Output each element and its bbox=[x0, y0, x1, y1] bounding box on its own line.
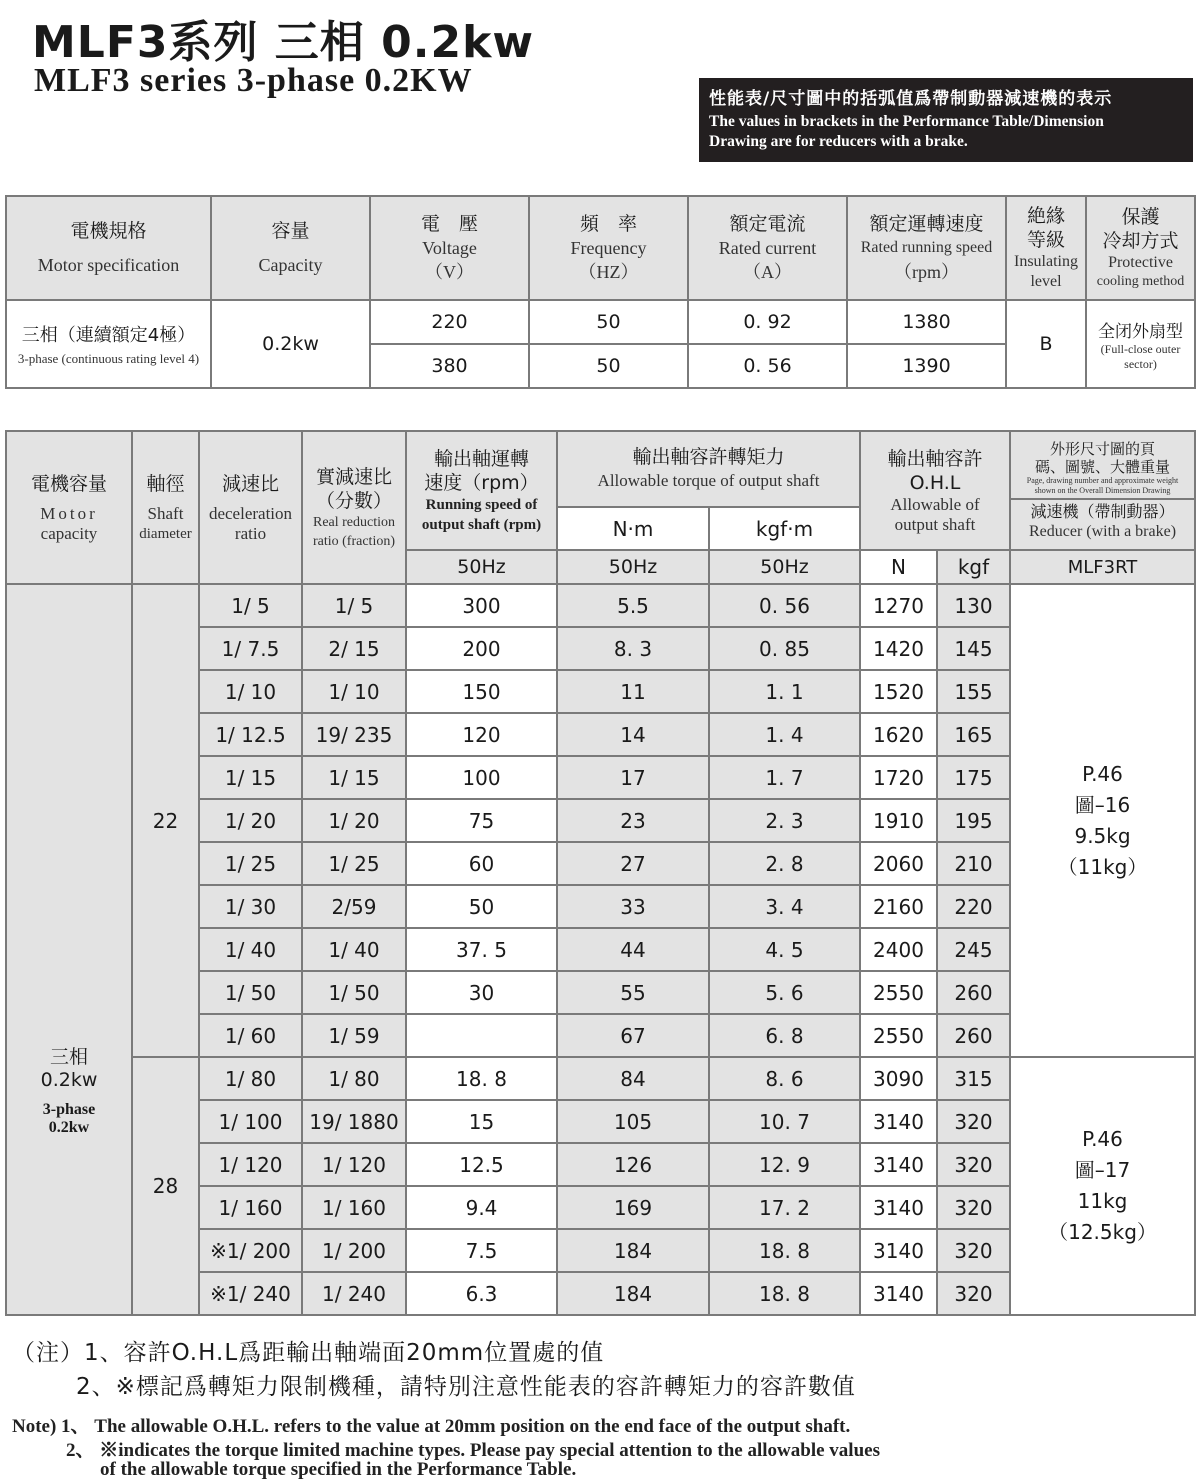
ohl-kgf-cell: 245 bbox=[937, 928, 1010, 971]
ohl-kgf-cell: 260 bbox=[937, 1014, 1010, 1057]
running-speed-cell: 7.5 bbox=[406, 1229, 557, 1272]
real-reduction-cell: 1/ 10 bbox=[302, 670, 406, 713]
deceleration-ratio-cell: 1/ 160 bbox=[199, 1186, 302, 1229]
real-reduction-cell: 1/ 59 bbox=[302, 1014, 406, 1057]
ohl-n-cell: 3140 bbox=[860, 1272, 937, 1315]
running-speed-cell: 37. 5 bbox=[406, 928, 557, 971]
ohl-n-cell: 3090 bbox=[860, 1057, 937, 1100]
notice-cn: 性能表/尺寸圖中的括弧值爲帶制動器減速機的表示 bbox=[709, 89, 1113, 109]
shaft-diameter-value: 28 bbox=[132, 1057, 199, 1315]
header-rated-speed: 額定運轉速度 Rated running speed （rpm） bbox=[847, 196, 1006, 300]
deceleration-ratio-cell: 1/ 7.5 bbox=[199, 627, 302, 670]
dimension-line: 9.5kg bbox=[1074, 823, 1131, 848]
real-reduction-cell: 1/ 120 bbox=[302, 1143, 406, 1186]
real-reduction-cell: 1/ 80 bbox=[302, 1057, 406, 1100]
motor-spec-table bbox=[5, 195, 1196, 389]
running-speed-cell: 120 bbox=[406, 713, 557, 756]
torque-nm-cell: 84 bbox=[557, 1057, 709, 1100]
running-speed-cell: 30 bbox=[406, 971, 557, 1014]
real-reduction-cell: 19/ 235 bbox=[302, 713, 406, 756]
deceleration-ratio-cell: 1/ 120 bbox=[199, 1143, 302, 1186]
torque-nm-cell: 27 bbox=[557, 842, 709, 885]
ohl-kgf-cell: 210 bbox=[937, 842, 1010, 885]
torque-nm-cell: 105 bbox=[557, 1100, 709, 1143]
running-speed-cell: 15 bbox=[406, 1100, 557, 1143]
torque-kgfm-cell: 2. 3 bbox=[709, 799, 860, 842]
dimension-line: （12.5kg） bbox=[1048, 1220, 1157, 1244]
header-real-reduction: 實減速比 （分數） Real reduction ratio (fraction) bbox=[302, 431, 406, 584]
deceleration-ratio-cell: 1/ 15 bbox=[199, 756, 302, 799]
ohl-n-cell: 3140 bbox=[860, 1100, 937, 1143]
torque-kgfm-cell: 1. 4 bbox=[709, 713, 860, 756]
torque-kgfm-cell: 1. 7 bbox=[709, 756, 860, 799]
torque-nm-cell: 184 bbox=[557, 1229, 709, 1272]
running-speed-cell: 18. 8 bbox=[406, 1057, 557, 1100]
torque-nm-cell: 8. 3 bbox=[557, 627, 709, 670]
torque-kgfm-cell: 6. 8 bbox=[709, 1014, 860, 1057]
performance-table bbox=[5, 430, 1196, 1316]
torque-nm-cell: 55 bbox=[557, 971, 709, 1014]
ohl-kgf-cell: 175 bbox=[937, 756, 1010, 799]
dimension-reference-cell bbox=[1010, 584, 1195, 1057]
page-title-en: MLF3 series 3-phase 0.2KW bbox=[34, 62, 473, 99]
ohl-kgf-cell: 260 bbox=[937, 971, 1010, 1014]
ohl-n-cell: 3140 bbox=[860, 1186, 937, 1229]
current-value: 0. 56 bbox=[688, 344, 847, 388]
torque-kgfm-cell: 2. 8 bbox=[709, 842, 860, 885]
torque-nm-cell: 23 bbox=[557, 799, 709, 842]
ohl-kgf-cell: 315 bbox=[937, 1057, 1010, 1100]
deceleration-ratio-cell: 1/ 50 bbox=[199, 971, 302, 1014]
running-speed-cell: 12.5 bbox=[406, 1143, 557, 1186]
dimension-line: P.46 bbox=[1082, 1127, 1123, 1151]
real-reduction-cell: 1/ 25 bbox=[302, 842, 406, 885]
deceleration-ratio-cell: 1/ 100 bbox=[199, 1100, 302, 1143]
note-en-2: 2、 ※indicates the torque limited machine types. Please pay special attention to the allowable values bbox=[66, 1440, 880, 1461]
torque-kgfm-cell: 5. 6 bbox=[709, 971, 860, 1014]
torque-kgfm-cell: 18. 8 bbox=[709, 1272, 860, 1315]
running-speed-cell: 60 bbox=[406, 842, 557, 885]
ohl-kgf-cell: 220 bbox=[937, 885, 1010, 928]
dimension-line: （11kg） bbox=[1057, 854, 1148, 879]
torque-kgfm-cell: 17. 2 bbox=[709, 1186, 860, 1229]
real-reduction-cell: 1/ 5 bbox=[302, 584, 406, 627]
ohl-kgf-cell: 165 bbox=[937, 713, 1010, 756]
speed-value: 1380 bbox=[847, 300, 1006, 344]
torque-kgfm-cell: 0. 56 bbox=[709, 584, 860, 627]
real-reduction-cell: 2/59 bbox=[302, 885, 406, 928]
ohl-n-cell: 2550 bbox=[860, 1014, 937, 1057]
ohl-n-cell: 2160 bbox=[860, 885, 937, 928]
real-reduction-cell: 1/ 160 bbox=[302, 1186, 406, 1229]
torque-kgfm-cell: 18. 8 bbox=[709, 1229, 860, 1272]
torque-nm-cell: 126 bbox=[557, 1143, 709, 1186]
header-ohl-kgf: kgf bbox=[937, 550, 1010, 584]
ohl-kgf-cell: 320 bbox=[937, 1100, 1010, 1143]
ohl-n-cell: 1620 bbox=[860, 713, 937, 756]
table-row bbox=[6, 1057, 1195, 1100]
real-reduction-cell: 1/ 20 bbox=[302, 799, 406, 842]
header-ohl: 輸出軸容許 O.H.L Allowable of output shaft bbox=[860, 431, 1010, 550]
voltage-value: 220 bbox=[370, 300, 529, 344]
header-model: MLF3RT bbox=[1010, 550, 1195, 584]
deceleration-ratio-cell: 1/ 12.5 bbox=[199, 713, 302, 756]
ohl-kgf-cell: 320 bbox=[937, 1143, 1010, 1186]
torque-nm-cell: 33 bbox=[557, 885, 709, 928]
real-reduction-cell: 1/ 200 bbox=[302, 1229, 406, 1272]
header-motor-capacity: 電機容量 Motor capacity bbox=[6, 431, 132, 584]
running-speed-cell: 6.3 bbox=[406, 1272, 557, 1315]
ohl-n-cell: 3140 bbox=[860, 1143, 937, 1186]
torque-nm-cell: 5.5 bbox=[557, 584, 709, 627]
ohl-n-cell: 2400 bbox=[860, 928, 937, 971]
torque-kgfm-cell: 0. 85 bbox=[709, 627, 860, 670]
header-voltage: 電 壓 Voltage （V） bbox=[370, 196, 529, 300]
ohl-n-cell: 2550 bbox=[860, 971, 937, 1014]
ohl-kgf-cell: 320 bbox=[937, 1186, 1010, 1229]
ohl-n-cell: 1270 bbox=[860, 584, 937, 627]
running-speed-cell: 100 bbox=[406, 756, 557, 799]
ohl-kgf-cell: 320 bbox=[937, 1229, 1010, 1272]
shaft-diameter-value: 22 bbox=[132, 584, 199, 1057]
dimension-line: 11kg bbox=[1077, 1189, 1128, 1213]
ohl-n-cell: 2060 bbox=[860, 842, 937, 885]
torque-nm-cell: 11 bbox=[557, 670, 709, 713]
running-speed-cell: 150 bbox=[406, 670, 557, 713]
torque-kgfm-cell: 12. 9 bbox=[709, 1143, 860, 1186]
torque-kgfm-cell: 8. 6 bbox=[709, 1057, 860, 1100]
frequency-value: 50 bbox=[529, 300, 688, 344]
header-hz-nm: 50Hz bbox=[557, 550, 709, 584]
real-reduction-cell: 1/ 15 bbox=[302, 756, 406, 799]
dimension-line: 圖–17 bbox=[1074, 1158, 1131, 1182]
header-motor-spec: 電機規格 Motor specification bbox=[6, 196, 211, 300]
header-deceleration: 減速比 deceleration ratio bbox=[199, 431, 302, 584]
notice-en-line2: Drawing are for reducers with a brake. bbox=[709, 133, 968, 150]
real-reduction-cell: 1/ 50 bbox=[302, 971, 406, 1014]
header-frequency: 頻 率 Frequency （HZ） bbox=[529, 196, 688, 300]
insulating-value: B bbox=[1006, 300, 1086, 388]
deceleration-ratio-cell: ※1/ 240 bbox=[199, 1272, 302, 1315]
real-reduction-cell: 1/ 40 bbox=[302, 928, 406, 971]
protective-value: 全闭外扇型 (Full-close outer sector) bbox=[1086, 300, 1195, 388]
deceleration-ratio-cell: 1/ 60 bbox=[199, 1014, 302, 1057]
torque-kgfm-cell: 3. 4 bbox=[709, 885, 860, 928]
ohl-n-cell: 1520 bbox=[860, 670, 937, 713]
header-hz-speed: 50Hz bbox=[406, 550, 557, 584]
deceleration-ratio-cell: 1/ 40 bbox=[199, 928, 302, 971]
deceleration-ratio-cell: 1/ 30 bbox=[199, 885, 302, 928]
running-speed-cell bbox=[406, 1014, 557, 1057]
torque-nm-cell: 169 bbox=[557, 1186, 709, 1229]
torque-kgfm-cell: 10. 7 bbox=[709, 1100, 860, 1143]
speed-value: 1390 bbox=[847, 344, 1006, 388]
deceleration-ratio-cell: 1/ 5 bbox=[199, 584, 302, 627]
ohl-kgf-cell: 195 bbox=[937, 799, 1010, 842]
real-reduction-cell: 19/ 1880 bbox=[302, 1100, 406, 1143]
header-rated-current: 額定電流 Rated current （A） bbox=[688, 196, 847, 300]
header-running-speed: 輸出軸運轉 速度（rpm） Running speed of output shaft (rpm) bbox=[406, 431, 557, 550]
header-insulating: 絶緣 等級 Insulating level bbox=[1006, 196, 1086, 300]
header-dimension: 外形尺寸圖的頁 碼、圖號、大體重量 Page, drawing number and approximate weight shown on the Overall Dimension Drawing 減速機（帶制動器） Reducer (with a brake) bbox=[1010, 431, 1195, 550]
header-shaft: 軸徑 Shaft diameter bbox=[132, 431, 199, 584]
ohl-n-cell: 1910 bbox=[860, 799, 937, 842]
header-torque: 輸出軸容許轉矩力 Allowable torque of output shaft bbox=[557, 431, 860, 507]
torque-nm-cell: 67 bbox=[557, 1014, 709, 1057]
brake-notice-box bbox=[699, 78, 1193, 162]
real-reduction-cell: 2/ 15 bbox=[302, 627, 406, 670]
note-cn-2: 2、※標記爲轉矩力限制機種，請特別注意性能表的容許轉矩力的容許數值 bbox=[76, 1374, 856, 1400]
ohl-n-cell: 3140 bbox=[860, 1229, 937, 1272]
torque-nm-cell: 184 bbox=[557, 1272, 709, 1315]
voltage-value: 380 bbox=[370, 344, 529, 388]
motor-capacity-value: 三相 0.2kw 3-phase 0.2kw bbox=[6, 584, 132, 1315]
torque-nm-cell: 14 bbox=[557, 713, 709, 756]
header-capacity: 容量 Capacity bbox=[211, 196, 370, 300]
dimension-reference-cell bbox=[1010, 1057, 1195, 1315]
torque-kgfm-cell: 4. 5 bbox=[709, 928, 860, 971]
note-en-3: of the allowable torque specified in the Performance Table. bbox=[100, 1459, 577, 1480]
header-torque-kgfm: kgf·m bbox=[709, 507, 860, 550]
deceleration-ratio-cell: 1/ 10 bbox=[199, 670, 302, 713]
dimension-line: P.46 bbox=[1082, 761, 1123, 786]
ohl-kgf-cell: 320 bbox=[937, 1272, 1010, 1315]
header-ohl-n: N bbox=[860, 550, 937, 584]
running-speed-cell: 9.4 bbox=[406, 1186, 557, 1229]
header-torque-nm: N·m bbox=[557, 507, 709, 550]
deceleration-ratio-cell: ※1/ 200 bbox=[199, 1229, 302, 1272]
real-reduction-cell: 1/ 240 bbox=[302, 1272, 406, 1315]
torque-kgfm-cell: 1. 1 bbox=[709, 670, 860, 713]
ohl-n-cell: 1420 bbox=[860, 627, 937, 670]
ohl-kgf-cell: 155 bbox=[937, 670, 1010, 713]
page-title-cn: MLF3系列 三相 0.2kw bbox=[32, 17, 534, 68]
ohl-kgf-cell: 130 bbox=[937, 584, 1010, 627]
deceleration-ratio-cell: 1/ 25 bbox=[199, 842, 302, 885]
table-row bbox=[6, 584, 1195, 627]
running-speed-cell: 50 bbox=[406, 885, 557, 928]
running-speed-cell: 75 bbox=[406, 799, 557, 842]
running-speed-cell: 200 bbox=[406, 627, 557, 670]
motor-spec-value: 三相（連續額定4極） 3-phase (continuous rating level 4) bbox=[6, 300, 211, 388]
capacity-value: 0.2kw bbox=[211, 300, 370, 388]
header-protective: 保護 冷却方式 Protective cooling method bbox=[1086, 196, 1195, 300]
note-en-1: Note) 1、 The allowable O.H.L. refers to the value at 20mm position on the end face of the output shaft. bbox=[12, 1416, 851, 1437]
note-cn-1: （注）1、容許O.H.L爲距輸出軸端面20mm位置處的值 bbox=[12, 1340, 605, 1366]
current-value: 0. 92 bbox=[688, 300, 847, 344]
running-speed-cell: 300 bbox=[406, 584, 557, 627]
ohl-kgf-cell: 145 bbox=[937, 627, 1010, 670]
torque-nm-cell: 17 bbox=[557, 756, 709, 799]
deceleration-ratio-cell: 1/ 20 bbox=[199, 799, 302, 842]
ohl-n-cell: 1720 bbox=[860, 756, 937, 799]
header-hz-kgfm: 50Hz bbox=[709, 550, 860, 584]
frequency-value: 50 bbox=[529, 344, 688, 388]
deceleration-ratio-cell: 1/ 80 bbox=[199, 1057, 302, 1100]
dimension-line: 圖–16 bbox=[1074, 792, 1131, 817]
notice-en-line1: The values in brackets in the Performance Table/Dimension bbox=[709, 113, 1104, 130]
torque-nm-cell: 44 bbox=[557, 928, 709, 971]
